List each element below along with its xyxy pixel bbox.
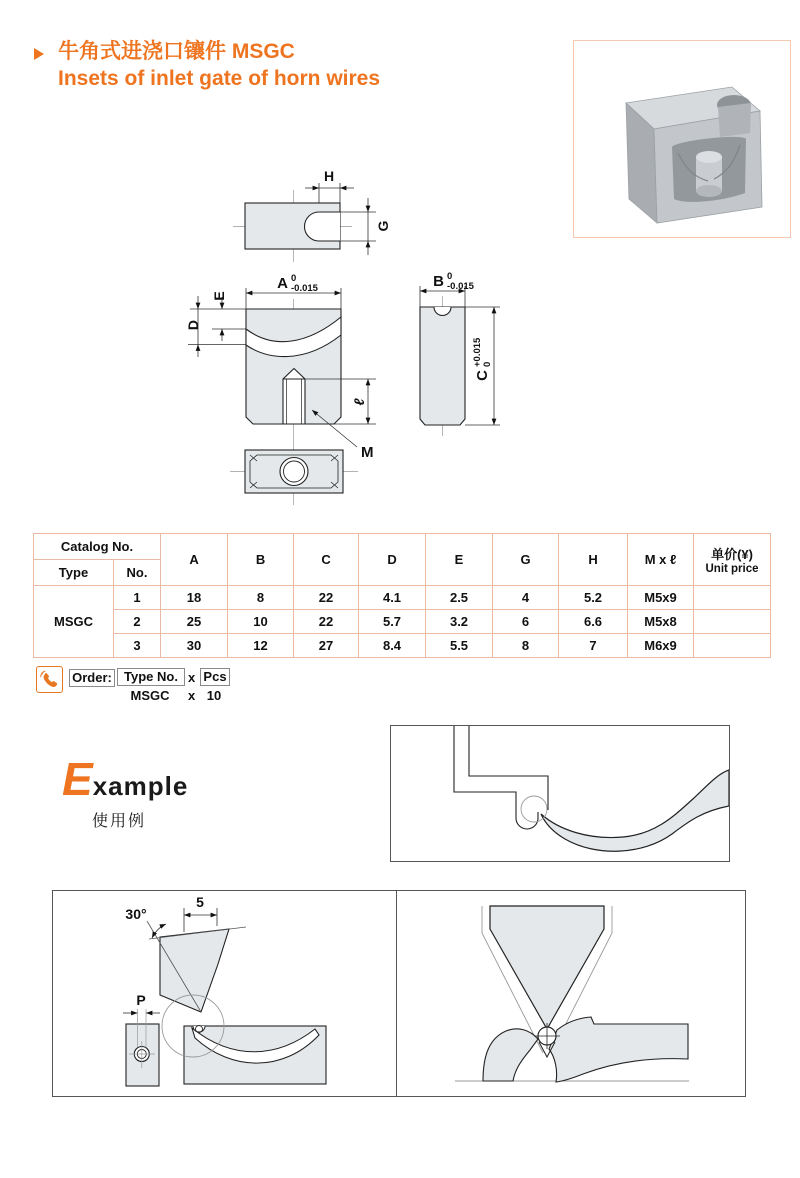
- cell-b: 10: [228, 610, 294, 634]
- cell-c: 22: [294, 610, 359, 634]
- cell-e: 2.5: [426, 586, 493, 610]
- example-panel-bottom: [52, 890, 746, 1097]
- header-catalog-no: Catalog No.: [34, 534, 161, 560]
- dim-b-letter: B: [433, 273, 444, 290]
- bottom-view: [245, 450, 343, 493]
- dim-h-label: H: [323, 168, 335, 184]
- cell-e: 3.2: [426, 610, 493, 634]
- product-photo: [574, 41, 788, 235]
- horn-gate-section-drawing: [391, 726, 729, 861]
- top-view: [245, 168, 391, 255]
- pcs-box: Pcs: [200, 668, 230, 686]
- header-col-e: E: [426, 534, 493, 586]
- order-label: Order:: [69, 669, 115, 687]
- unit-price-en: Unit price: [705, 563, 759, 575]
- header-col-ml: M x ℓ: [628, 534, 694, 586]
- header-no: No.: [114, 560, 161, 586]
- svg-text:+0.015: +0.015: [472, 337, 483, 367]
- header-type: Type: [34, 560, 114, 586]
- type-name-cell: MSGC: [34, 586, 114, 658]
- cutter-tool: [160, 929, 229, 1012]
- title-english: Insets of inlet gate of horn wires: [58, 67, 381, 90]
- cell-g: 8: [493, 634, 559, 658]
- title-chinese: 牛角式进浇口镶件 MSGC: [58, 40, 295, 63]
- order-sample-type: MSGC: [130, 688, 170, 703]
- example-rest: xample: [92, 771, 189, 801]
- cell-price: [694, 586, 771, 610]
- header-unit-price: [694, 534, 771, 586]
- unit-price-zh: 单价(¥): [711, 547, 753, 562]
- cell-h: 6.6: [559, 610, 628, 634]
- front-view: [185, 273, 376, 461]
- phone-icon: [36, 666, 63, 693]
- cell-ml: M5x8: [628, 610, 694, 634]
- cell-a: 25: [161, 610, 228, 634]
- dim-c-label: [472, 337, 493, 381]
- product-photo-frame: [573, 40, 791, 238]
- header-col-h: H: [559, 534, 628, 586]
- header-col-d: D: [359, 534, 426, 586]
- cell-c: 22: [294, 586, 359, 610]
- order-sample-times: x: [188, 688, 196, 703]
- cell-b: 8: [228, 586, 294, 610]
- horn-runner-channel: [541, 770, 729, 851]
- technical-drawing: [175, 150, 510, 525]
- dim-e-label: E: [211, 291, 227, 301]
- header-col-c: C: [294, 534, 359, 586]
- table-row: [34, 634, 771, 658]
- cell-no: 1: [114, 586, 161, 610]
- gate-highlight-circle: [521, 796, 547, 822]
- cell-e: 5.5: [426, 634, 493, 658]
- cell-price: [694, 634, 771, 658]
- page-title: [58, 38, 380, 92]
- header-col-a: A: [161, 534, 228, 586]
- cell-ml: M6x9: [628, 634, 694, 658]
- dim-a-upper: 0: [291, 273, 297, 284]
- dim-b-lower: -0.015: [447, 281, 474, 292]
- gate-detail-drawing: [397, 891, 744, 1096]
- dim-g-label: G: [375, 220, 391, 232]
- dim-a-letter: A: [277, 275, 288, 292]
- cell-h: 7: [559, 634, 628, 658]
- bullet-triangle-icon: [34, 48, 44, 60]
- angle-label: 30°: [125, 906, 147, 922]
- header-col-b: B: [228, 534, 294, 586]
- order-sample-qty: 10: [206, 688, 222, 703]
- order-times: x: [188, 670, 196, 685]
- table-row: [34, 586, 771, 610]
- dim-m-label: M: [361, 444, 374, 461]
- example-zh: 使用例: [92, 813, 147, 830]
- cell-no: 3: [114, 634, 161, 658]
- cell-b: 12: [228, 634, 294, 658]
- side-view: [420, 271, 500, 425]
- cell-d: 5.7: [359, 610, 426, 634]
- dim-l-label: ℓ: [351, 398, 367, 406]
- cell-no: 2: [114, 610, 161, 634]
- type-no-box: Type No.: [117, 668, 185, 686]
- svg-text:0: 0: [482, 361, 493, 367]
- cell-a: 18: [161, 586, 228, 610]
- cell-d: 8.4: [359, 634, 426, 658]
- thread-hole-bottom: [280, 458, 308, 486]
- dim-b-upper: 0: [447, 271, 453, 282]
- cell-a: 30: [161, 634, 228, 658]
- svg-text:C: C: [474, 370, 491, 381]
- width-label: 5: [196, 894, 204, 910]
- example-initial: E: [62, 753, 93, 805]
- cell-c: 27: [294, 634, 359, 658]
- dim-a-lower: -0.015: [291, 283, 318, 294]
- cell-h: 5.2: [559, 586, 628, 610]
- cell-g: 4: [493, 586, 559, 610]
- header-col-g: G: [493, 534, 559, 586]
- example-heading: [62, 752, 188, 831]
- cell-g: 6: [493, 610, 559, 634]
- cell-price: [694, 610, 771, 634]
- table-row: [34, 610, 771, 634]
- cutter-point: [490, 906, 604, 1029]
- cell-d: 4.1: [359, 586, 426, 610]
- dim-d-label: D: [185, 319, 201, 331]
- machining-example-drawing: [53, 891, 396, 1096]
- example-panel-top: [390, 725, 730, 862]
- spec-table: [33, 533, 771, 658]
- cell-ml: M5x9: [628, 586, 694, 610]
- dim-p-label: P: [136, 992, 146, 1008]
